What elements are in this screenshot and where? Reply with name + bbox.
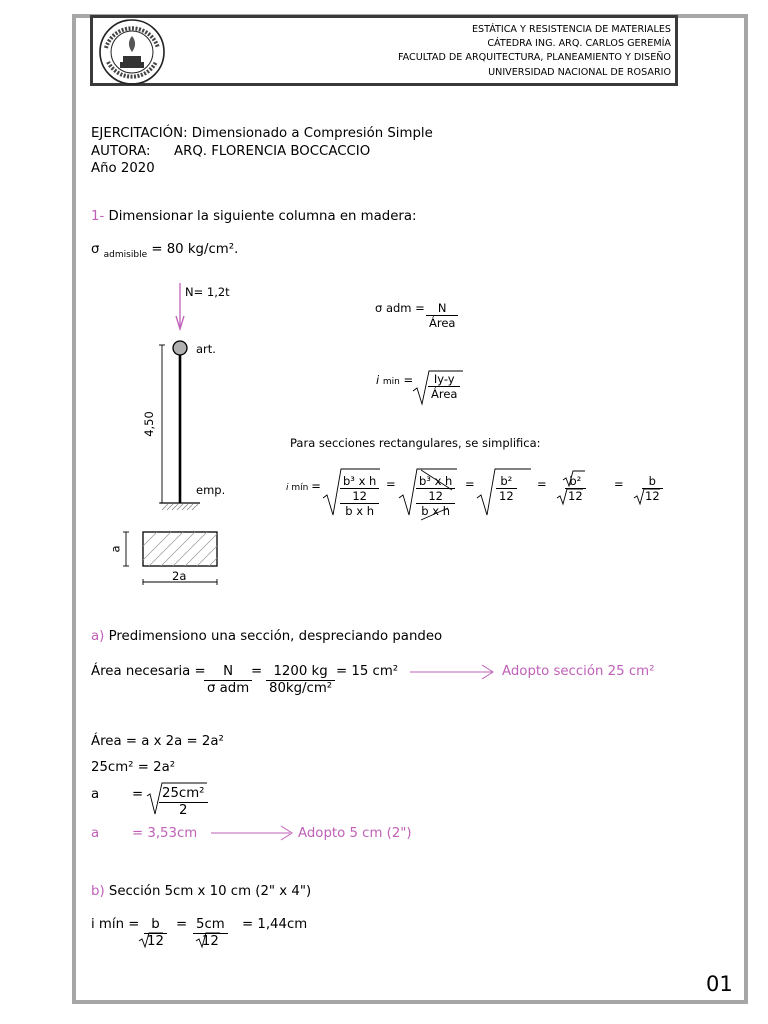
chain-term-3: $\frac{\text{b²}}{12}$	[496, 474, 517, 503]
sigma-adm-fraction	[426, 301, 458, 330]
cross-section-hatch	[143, 532, 217, 566]
part-b-text: Sección 5cm x 10 cm (2" x 4")	[108, 884, 312, 899]
i-min-left	[376, 373, 413, 387]
area-25-line: 25cm² = 2a²	[91, 760, 176, 775]
load-label: N= 1,2t	[185, 285, 230, 299]
i-min-num: Iy-y	[428, 372, 460, 387]
a-den: 2	[179, 803, 188, 818]
chain-eq-2: =	[465, 477, 475, 491]
section-width-label: 2a	[172, 569, 187, 583]
i-min-sub: min	[382, 377, 400, 387]
header-line-faculty: FACULTAD DE ARQUITECTURA, PLANEAMIENTO Y DISEÑO	[398, 52, 671, 64]
page-number: 01	[706, 972, 733, 996]
a-eq: =	[132, 787, 144, 802]
b-fraction-1: $\frac{b}{12}$	[144, 917, 167, 950]
i-min-label: i mín =	[91, 917, 140, 932]
chain-eq-3: =	[537, 477, 547, 491]
area-f1-den: σ adm	[207, 681, 250, 696]
area-f1-num: N	[204, 664, 252, 681]
i-min-den: Área	[431, 387, 458, 401]
chain-term-2: b³ x h 12 b x h	[416, 474, 455, 518]
hinge-support	[173, 341, 187, 355]
top-support-label: art.	[196, 342, 216, 356]
sigma-subscript: admisible	[103, 250, 148, 260]
chain-eq-1: =	[386, 477, 396, 491]
i-min-fraction	[428, 372, 460, 401]
area-result: = 15 cm²	[336, 664, 399, 679]
area-f2-num: 1200 kg	[266, 664, 335, 681]
b-fraction-2: $\frac{5cm}{12}$	[193, 917, 228, 950]
sigma-value: = 80 kg/cm².	[151, 242, 239, 257]
author-label: AUTORA:	[91, 144, 151, 159]
b-eq: =	[176, 917, 188, 932]
area-f2-den: 80kg/cm²	[269, 681, 333, 696]
area-fraction-1	[204, 664, 252, 697]
a-label: a	[91, 787, 100, 802]
sigma-adm-num: N	[426, 301, 458, 316]
part-b-letter: b)	[91, 884, 105, 899]
year: Año 2020	[91, 161, 155, 176]
header-line-subject: ESTÁTICA Y RESISTENCIA DE MATERIALES	[471, 24, 671, 35]
sigma-adm-left: σ adm =	[375, 301, 425, 315]
part-b-heading	[91, 884, 311, 899]
i-symbol: i	[376, 373, 380, 387]
header-line-university: UNIVERSIDAD NACIONAL DE ROSARIO	[488, 66, 671, 78]
section-height-label: a	[108, 545, 123, 553]
b-result: = 1,44cm	[242, 917, 308, 932]
a-result-label: a	[91, 826, 100, 841]
a-adopt: Adopto 5 cm (2")	[298, 826, 412, 841]
header-line-chair: CÁTEDRA ING. ARQ. CARLOS GEREMÍA	[487, 38, 671, 50]
area-eq: =	[251, 664, 263, 679]
adopt-section: Adopto sección 25 cm²	[502, 664, 655, 679]
sigma-adm-den: Área	[429, 316, 456, 330]
simplify-text: Para secciones rectangulares, se simplifica:	[290, 436, 541, 450]
sigma-symbol: σ	[91, 242, 100, 257]
a-num: 25cm²	[159, 786, 208, 803]
a-fraction	[159, 786, 208, 819]
part-a-letter: a)	[91, 629, 105, 644]
exercise-statement: Dimensionar la siguiente columna en madera:	[108, 209, 417, 224]
area-required-label: Área necesaria =	[91, 664, 206, 679]
chain-left: i mín =	[286, 479, 321, 493]
chain-term-1: b³ x h 12 b x h	[340, 474, 379, 518]
chain-eq-4: =	[614, 477, 624, 491]
area-equation-line: Área = a x 2a = 2a²	[91, 734, 224, 749]
chain-term-5: $\frac{b}{12}$	[642, 474, 663, 503]
part-a-text: Predimensiono una sección, despreciando pandeo	[108, 629, 443, 644]
part-a-heading	[91, 629, 442, 644]
bottom-support-label: emp.	[196, 483, 226, 497]
exercise-number: 1-	[91, 209, 105, 224]
a-result: = 3,53cm	[132, 826, 198, 841]
fixed-support-hatch	[162, 504, 198, 510]
height-label: 4,50	[141, 411, 156, 437]
author-name: ARQ. FLORENCIA BOCCACCIO	[174, 144, 371, 159]
i-min-eq: =	[403, 373, 414, 387]
exercise-title: EJERCITACIÓN: Dimensionado a Compresión Simple	[91, 126, 433, 141]
area-fraction-2	[266, 664, 335, 697]
chain-term-4: $\frac{\text{b²}}{12}$	[565, 474, 586, 503]
